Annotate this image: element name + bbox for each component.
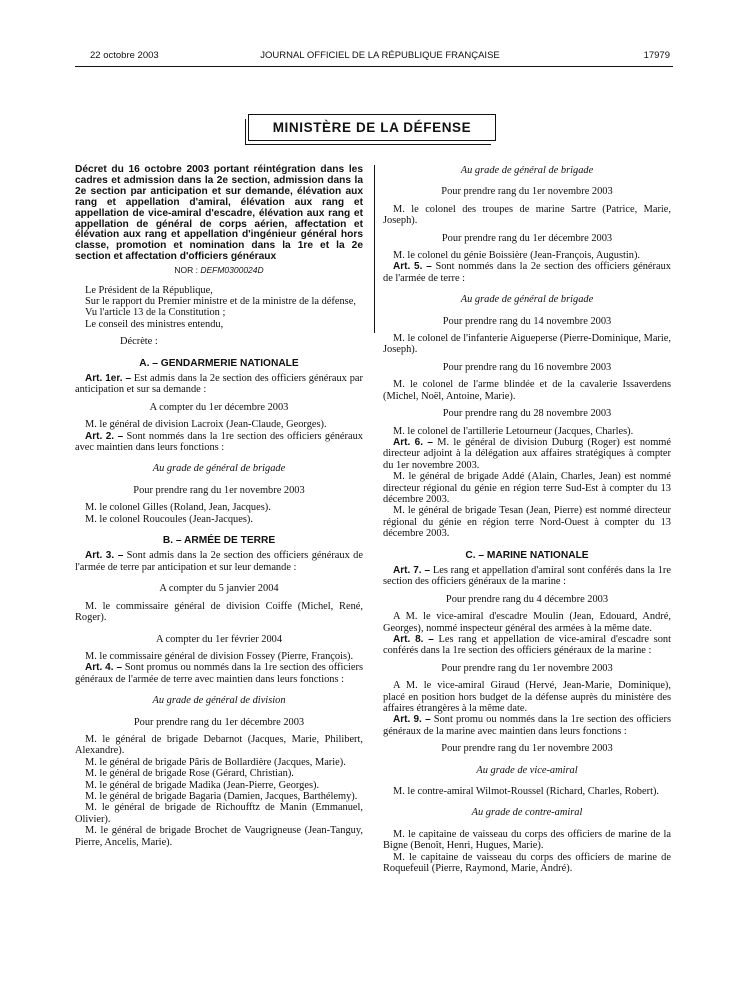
officer-entry: M. le contre-amiral Wilmot-Roussel (Richard, Charles, Robert). (393, 786, 660, 798)
grade-heading: Au grade de général de division (152, 695, 286, 707)
article-5 (383, 261, 671, 284)
preamble-president: Le Président de la République, (85, 284, 213, 296)
grade-heading: Au grade de vice-amiral (476, 764, 578, 776)
officer-entry: M. le général de brigade Addé (Alain, Charles, Jean) est nommé directeur régional du génie en région terre Sud-Est à compter du 13 décembre 2003. (383, 471, 671, 505)
officer-entry: A M. le vice-amiral Giraud (Hervé, Jean-Marie, Dominique), placé en position hors budget de la défense auprès du ministère des affaires étrangères à la même date. (383, 680, 671, 715)
decree-title: Décret du 16 octobre 2003 portant réintégration dans les cadres et admission dans la 2e section, admission dans la 2e section par anticipation et sur demande, élévation aux rang et appellation d'amiral, élévation aux rang et appellation de vice-amiral d'escadre, élévation aux rang et appellation de général de corps aérien, affectation et élévation aux rang et appellation d'ingénieur général hors classe, promotion et nomination dans la 1re et la 2e section et affectation d'officiers généraux (75, 164, 363, 263)
article-4-text: Sont promus ou nommés dans la 1re section des officiers généraux de l'armée de terre avec maintien dans leurs fonctions : (75, 662, 363, 685)
article-8-label: Art. 8. – (393, 634, 434, 645)
article-2 (75, 431, 363, 454)
officer-entry: M. le capitaine de vaisseau du corps des officiers de marine de la Bigne (Benoît, Henri, Hugues, Marie). (383, 828, 671, 852)
officer-entry: A M. le vice-amiral d'escadre Moulin (Jean, Edouard, André, Georges), nommé inspecteur général des armées à la même date. (383, 611, 671, 634)
column-divider (374, 165, 375, 333)
rank-date-heading: Pour prendre rang du 28 novembre 2003 (442, 408, 612, 420)
officer-entry: M. le général de brigade Debarnot (Jacques, Marie, Philibert, Alexandre). (75, 733, 363, 757)
officer-entry: M. le colonel du génie Boissière (Jean-François, Augustin). (393, 250, 641, 262)
article-7 (383, 565, 671, 588)
nor-label: NOR : (174, 265, 198, 276)
article-6-text: M. le général de division Duburg (Roger) est nommé directeur adjoint à la délégation aux affaires stratégiques à compter du 1er novembre 2003. (383, 436, 671, 471)
issue-date: 22 octobre 2003 (90, 50, 159, 61)
article-4-label: Art. 4. – (85, 662, 123, 674)
section-b-title: B. – ARMÉE DE TERRE (162, 535, 276, 547)
officer-entry: M. le colonel de l'arme blindée et de la cavalerie Issaverdens (Michel, Noël, Antoine, Marie). (383, 379, 671, 402)
article-7-text: Les rang et appellation d'amiral sont conférés dans la 1re section des officiers généraux de la marine : (383, 564, 671, 588)
article-9-label: Art. 9. – (393, 714, 431, 726)
officer-entry: M. le commissaire général de division Coiffe (Michel, René, Roger). (75, 600, 363, 624)
article-4 (75, 662, 363, 685)
officer-entry: M. le colonel Roucoules (Jean-Jacques). (85, 513, 253, 525)
preamble-constitution: Vu l'article 13 de la Constitution ; (85, 307, 226, 319)
article-3-text: Sont admis dans la 2e section des officiers généraux de l'armée de terre par anticipation et sur leur demande : (75, 550, 363, 573)
article-1 (75, 373, 363, 396)
page-number: 17979 (643, 50, 670, 61)
page-header (90, 50, 670, 64)
article-9 (383, 714, 671, 737)
rank-date-heading: Pour prendre rang du 1er décembre 2003 (133, 716, 305, 728)
rank-date-heading: Pour prendre rang du 14 novembre 2003 (442, 315, 612, 327)
decrete: Décrète : (120, 336, 158, 348)
section-b-heading (75, 535, 363, 546)
preamble-conseil: Le conseil des ministres entendu, (85, 318, 224, 330)
officer-entry: M. le général de brigade Bagaria (Damien, Jacques, Barthélemy). (85, 790, 358, 802)
rank-date-heading: Pour prendre rang du 1er novembre 2003 (441, 662, 613, 674)
rank-date-heading: Pour prendre rang du 4 décembre 2003 (445, 593, 609, 605)
officer-entry: M. le général de brigade Pâris de Bollardière (Jacques, Marie). (85, 756, 346, 768)
left-column (75, 165, 363, 848)
rank-date-heading: Pour prendre rang du 1er novembre 2003 (441, 743, 613, 755)
preamble-rapport: Sur le rapport du Premier ministre et de la ministre de la défense, (85, 295, 356, 307)
article-6 (383, 437, 671, 471)
section-c-title: C. – MARINE NATIONALE (465, 549, 589, 561)
officer-entry: M. le général de division Lacroix (Jean-Claude, Georges). (85, 419, 327, 431)
rank-date-heading: Pour prendre rang du 16 novembre 2003 (442, 361, 612, 373)
nor-code: DEFM0300024D (200, 265, 264, 276)
article-1-text: Est admis dans la 2e section des officiers généraux par anticipation et sur sa demande : (75, 373, 363, 396)
nor-reference (75, 265, 363, 276)
officer-entry: M. le général de brigade Madika (Jean-Pierre, Georges). (85, 779, 320, 791)
article-1-label: Art. 1er. – (85, 373, 132, 384)
header-rule (75, 66, 673, 67)
date-heading: A compter du 1er février 2004 (155, 633, 283, 645)
grade-heading: Au grade de général de brigade (460, 294, 594, 306)
rank-date-heading: Pour prendre rang du 1er novembre 2003 (441, 186, 613, 198)
article-7-label: Art. 7. – (393, 564, 431, 576)
article-6-label: Art. 6. – (393, 436, 433, 448)
officer-entry: M. le général de brigade Brochet de Vaugrigneuse (Jean-Tanguy, Pierre, Ancelis, Marie). (75, 825, 363, 848)
ministry-heading: MINISTÈRE DE LA DÉFENSE (272, 120, 472, 135)
officer-entry: M. le capitaine de vaisseau du corps des officiers de marine de Roquefeuil (Pierre, Raymond, Marie, André). (383, 851, 671, 875)
grade-heading: Au grade de contre-amiral (471, 807, 583, 819)
ministry-heading-box (248, 114, 496, 141)
article-8-text: Les rang et appellation de vice-amiral d'escadre sont conférés dans la 1re section des officiers généraux de la marine : (383, 634, 671, 657)
officer-entry: M. le colonel des troupes de marine Sartre (Patrice, Marie, Joseph). (383, 203, 671, 227)
officer-entry: M. le général de brigade Tesan (Jean, Pierre) est nommé directeur régional du génie en région terre Nord-Ouest à compter du 13 décembre 2003. (383, 505, 671, 540)
grade-heading: Au grade de général de brigade (152, 463, 286, 475)
article-5-label: Art. 5. – (393, 261, 432, 273)
article-2-label: Art. 2. – (85, 430, 124, 442)
article-8 (383, 634, 671, 657)
officer-entry: M. le général de brigade Rose (Gérard, Christian). (85, 768, 294, 780)
date-heading: A compter du 5 janvier 2004 (159, 583, 279, 595)
article-2-text: Sont nommés dans la 1re section des officiers généraux avec maintien dans leurs fonctions : (75, 430, 364, 454)
section-a-heading (75, 358, 363, 369)
article-3-label: Art. 3. – (85, 550, 124, 562)
grade-heading: Au grade de général de brigade (460, 165, 594, 176)
officer-entry: M. le colonel de l'infanterie Aigueperse (Pierre-Dominique, Marie, Joseph). (383, 333, 671, 356)
section-a-title: A. – GENDARMERIE NATIONALE (139, 357, 299, 369)
article-5-text: Sont nommés dans la 2e section des officiers généraux de l'armée de terre : (383, 261, 671, 284)
rank-date-heading: Pour prendre rang du 1er décembre 2003 (441, 232, 613, 244)
article-9-text: Sont promu ou nommés dans la 1re section des officiers généraux de la marine avec maintien dans leurs fonctions : (383, 714, 671, 737)
journal-title: JOURNAL OFFICIEL DE LA RÉPUBLIQUE FRANÇAISE (260, 50, 500, 61)
officer-entry: M. le commissaire général de division Fossey (Pierre, François). (85, 650, 354, 662)
article-3 (75, 550, 363, 573)
date-heading: A compter du 1er décembre 2003 (149, 401, 289, 413)
officer-entry: M. le colonel de l'artillerie Letourneur (Jacques, Charles). (393, 425, 634, 437)
right-column (383, 165, 671, 875)
section-c-heading (383, 550, 671, 561)
rank-date-heading: Pour prendre rang du 1er novembre 2003 (133, 484, 305, 496)
officer-entry: M. le général de brigade de Richoufftz de Manin (Emmanuel, Olivier). (75, 802, 363, 825)
officer-entry: M. le colonel Gilles (Roland, Jean, Jacques). (85, 502, 271, 514)
